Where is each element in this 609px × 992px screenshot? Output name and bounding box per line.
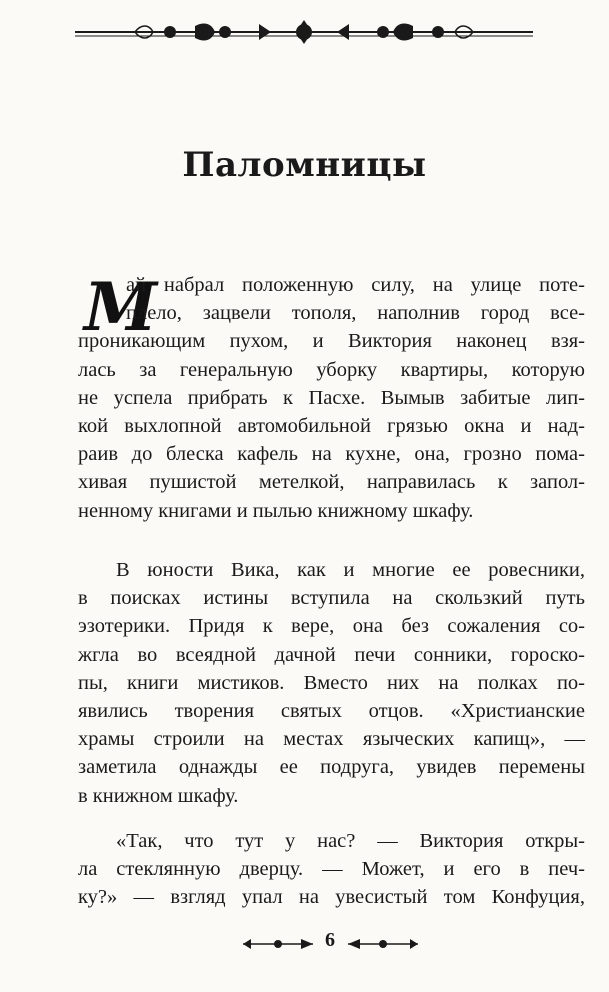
text-line: явились творения святых отцов. «Христианские xyxy=(78,700,585,723)
text-line: пы, книги мистиков. Вместо них на полках по- xyxy=(78,671,585,694)
text-line: ку?» — взгляд упал на увесистый том Конфуция, xyxy=(78,886,585,909)
text-line: кой выхлопной автомобильной грязью окна и над- xyxy=(78,415,585,438)
text-line: ла стеклянную дверцу. — Может, и его в печ- xyxy=(78,858,585,881)
page-number: 6 xyxy=(325,929,335,951)
text-line: проникающим пухом, и Виктория наконец взя- xyxy=(78,330,585,353)
chapter-title: Паломницы xyxy=(182,145,427,185)
text-line: эзотерики. Придя к вере, она без сожаления со- xyxy=(78,615,585,638)
text-line: ненному книгами и пылью книжному шкафу. xyxy=(78,499,474,522)
text-line: заметила однажды ее подруга, увидев перемены xyxy=(78,756,585,779)
text-line: в книжном шкафу. xyxy=(78,784,239,807)
text-line: лась за генеральную уборку квартиры, которую xyxy=(78,358,585,381)
paragraph-2 xyxy=(78,556,585,810)
text-line: ай набрал положенную силу, на улице поте- xyxy=(126,274,585,296)
paragraph-1 xyxy=(78,268,585,525)
text-line: в поисках истины вступила на скользкий путь xyxy=(78,587,585,610)
text-line: жгла во всеядной дачной печи сонники, гороско- xyxy=(78,643,585,666)
footer-ornament-right xyxy=(348,936,418,952)
paragraph-3 xyxy=(78,827,585,912)
text-line: раив до блеска кафель на кухне, она, грозно пома- xyxy=(78,443,585,466)
text-line: плело, зацвели тополя, наполнив город все- xyxy=(126,302,585,325)
text-line: хивая пушистой метелкой, направилась к запол- xyxy=(78,471,585,494)
text-line: храмы строили на местах языческих капищ», — xyxy=(78,728,585,751)
footer-ornament-left xyxy=(243,936,313,952)
text-line: В юности Вика, как и многие ее ровесники, xyxy=(116,559,585,581)
drop-cap-letter: М xyxy=(84,268,158,346)
text-line: «Так, что тут у нас? — Виктория откры- xyxy=(116,830,585,852)
header-ornament xyxy=(75,18,533,46)
text-line: не успела прибрать к Пасхе. Вымыв забитые лип- xyxy=(78,386,585,409)
